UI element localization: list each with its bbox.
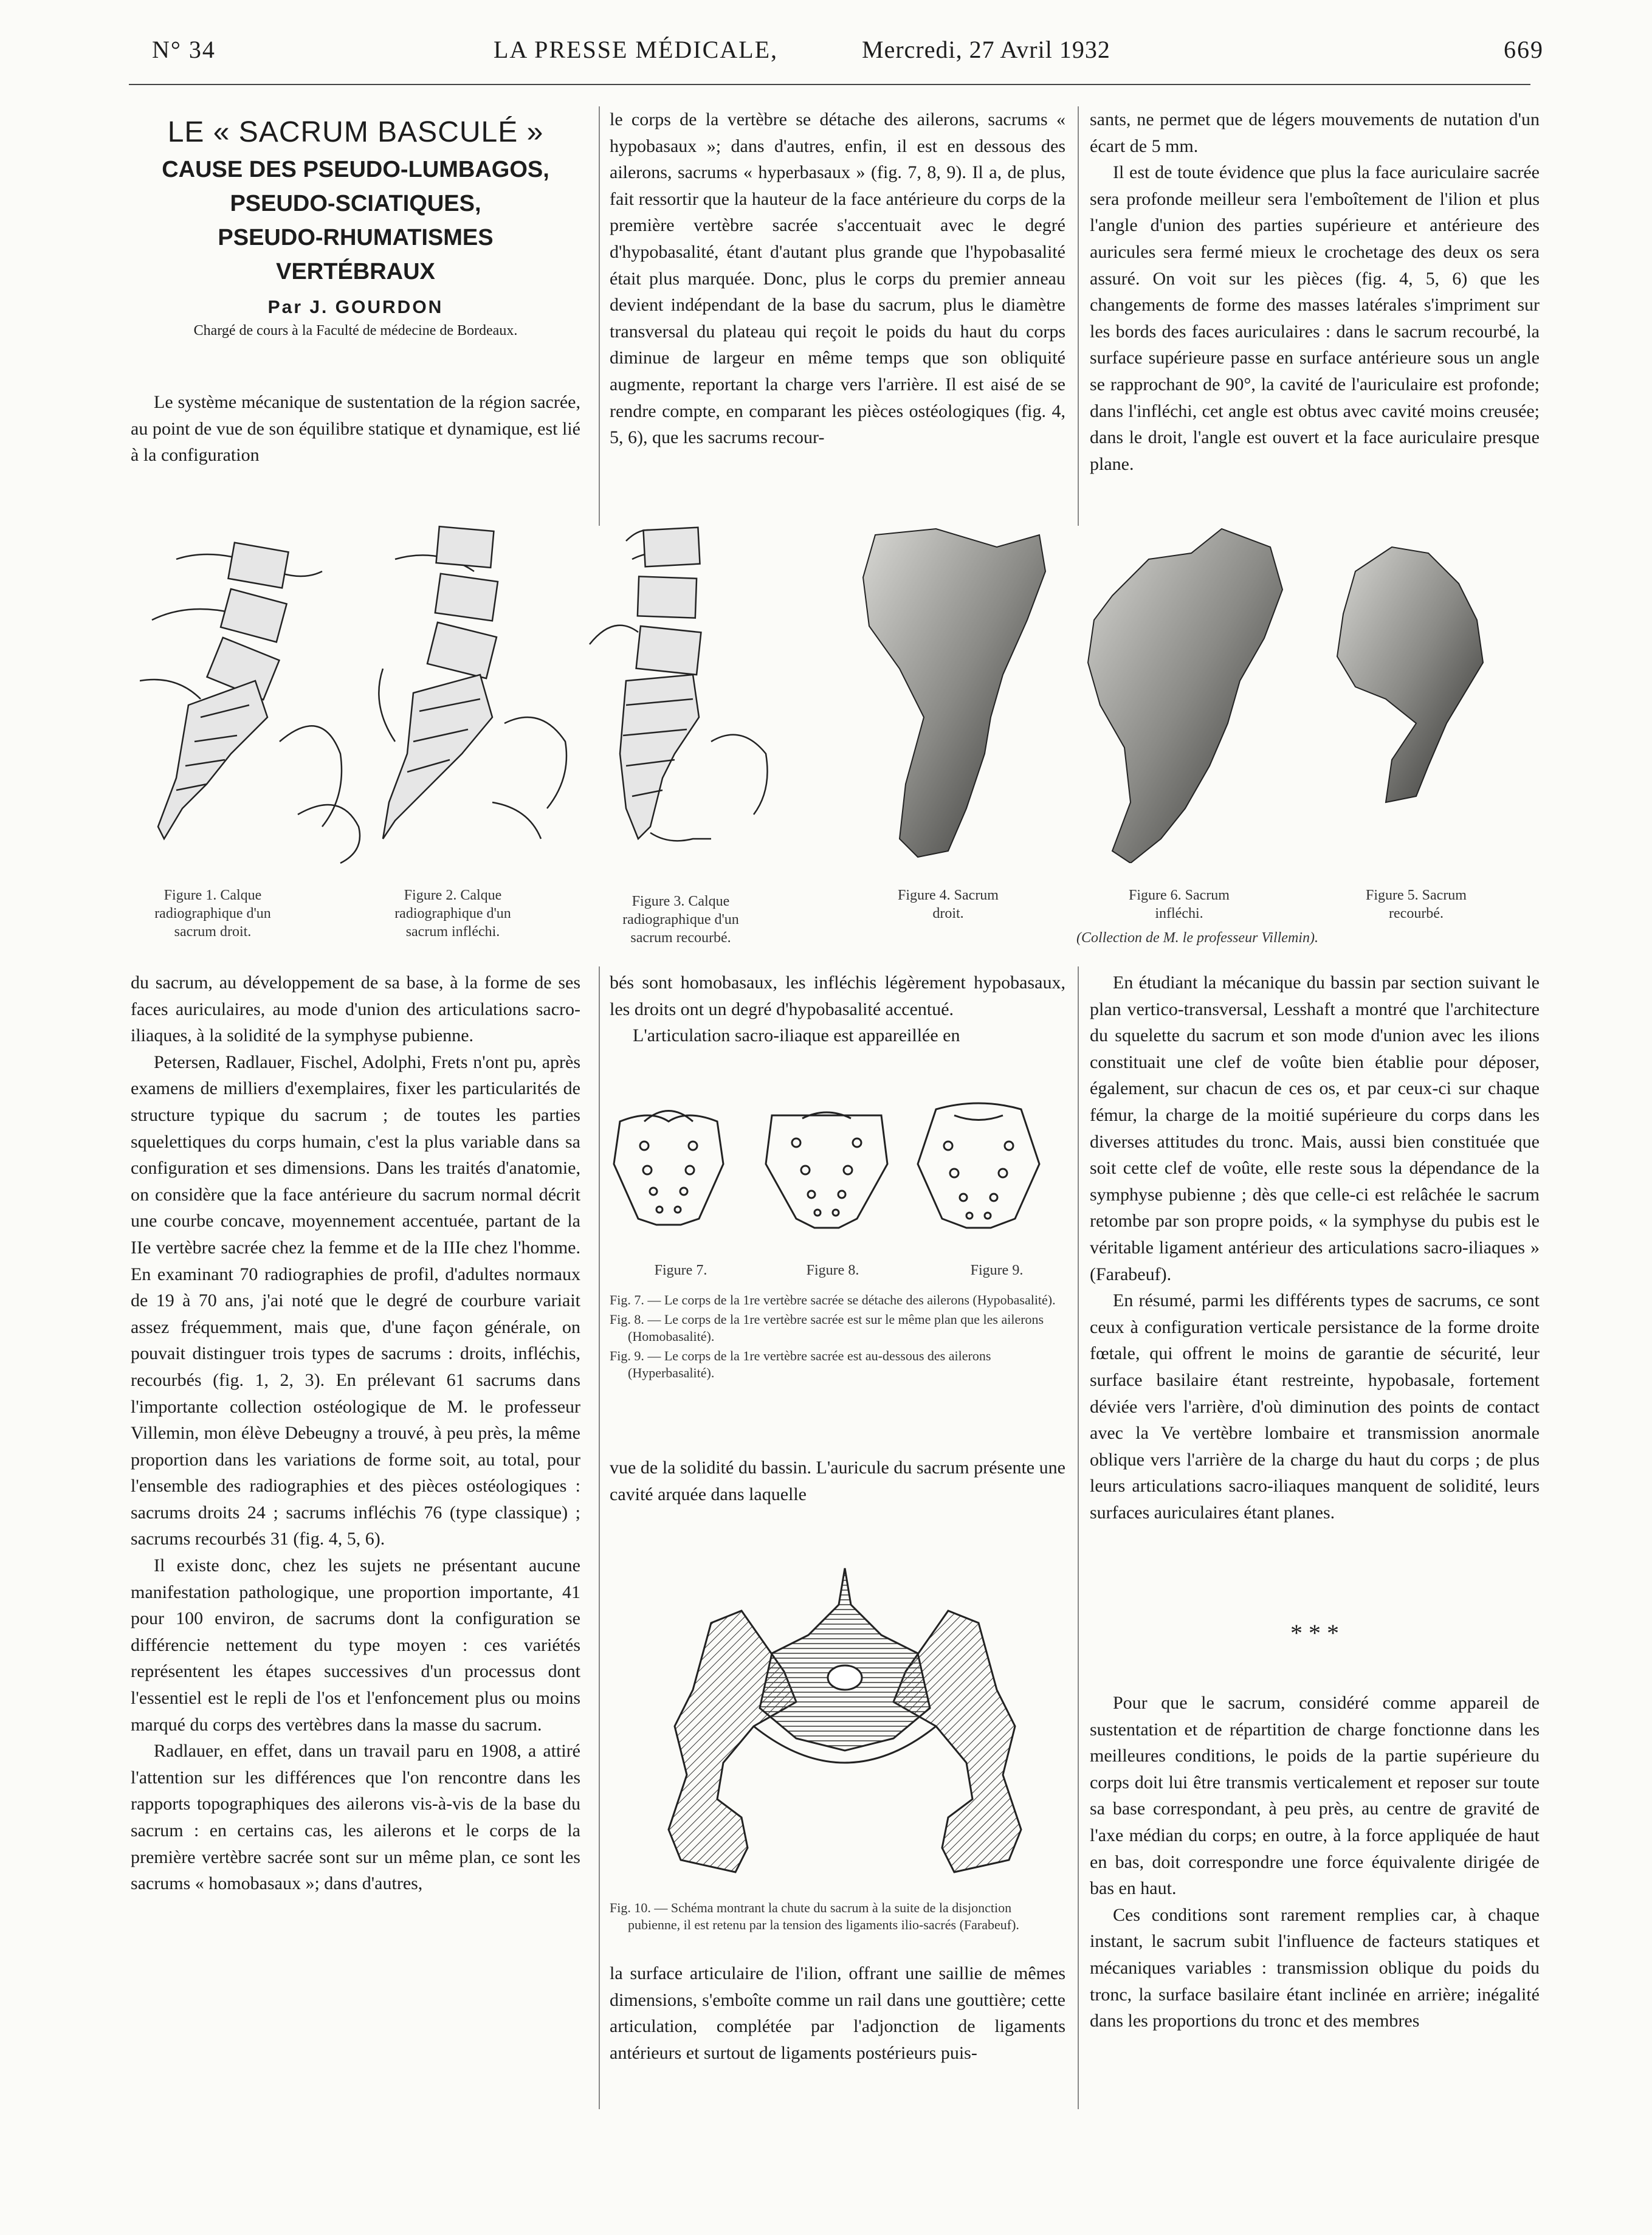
figure-7-outline [614, 1111, 723, 1225]
issue-date: Mercredi, 27 Avril 1932 [862, 36, 1110, 63]
column-divider [1078, 106, 1079, 526]
article-subtitle-4: VERTÉBRAUX [276, 259, 435, 284]
top-column-3 [1090, 106, 1540, 477]
figure-2-caption: Figure 2. Calque radiographique d'un sacrum infléchi. [394, 887, 511, 940]
figure-7-label: Figure 7. [654, 1262, 707, 1278]
paragraph: En étudiant la mécanique du bassin par section suivant le plan vertico-transversal, Lesshaft a montré que l'architecture du squelette du sacrum et son mode d'union avec les ilions constituait une clef de voûte bien établie pour déposer, également, sur chacun de ces os, et par ceux-ci sur chaque fémur, la charge de la moitié supérieure du corps dans les diverses attitudes du tronc. Mais, aussi bien constituée que soit cette clef de voûte, elle reste sous la dépendance de la symphyse pubienne ; dès que celle-ci est relâchée le sacrum retombe par son propre poids, « la symphyse du pubis est le véritable ligament antérieur des articulations sacro-iliaques » (Farabeuf). [1090, 973, 1540, 1284]
paragraph: la surface articulaire de l'ilion, offrant une saillie de mêmes dimensions, s'emboîte comme un rail dans une gouttière; cette articulation, complétée par l'adjonction de ligaments antérieurs et surtout de ligaments postérieurs puis- [610, 1963, 1065, 2063]
article-author: Par J. GOURDON [267, 297, 444, 317]
column-divider [599, 106, 600, 526]
figure-8-label: Figure 8. [806, 1262, 859, 1278]
column-divider [599, 966, 600, 2109]
figure-8-legend: Fig. 8. — Le corps de la 1re vertèbre sacrée est sur le même plan que les ailerons (Homobasalité). [610, 1312, 1044, 1344]
column-divider [1078, 966, 1079, 2109]
issue-number: N° 34 [152, 36, 216, 63]
paragraph: sants, ne permet que de légers mouvements de nutation d'un écart de 5 mm. [1090, 109, 1540, 156]
spine-tracings-figure [140, 523, 808, 869]
figure-7-legend: Fig. 7. — Le corps de la 1re vertèbre sacrée se détache des ailerons (Hypobasalité). [610, 1292, 1056, 1307]
author-affiliation: Chargé de cours à la Faculté de médecine de Bordeaux. [193, 323, 518, 339]
sacrum-photographs [845, 523, 1538, 863]
paragraph: bés sont homobasaux, les infléchis légèrement hypobasaux, les droits ont un degré d'hypobasalité accentué. [610, 973, 1065, 1019]
figures-7-9-legend [610, 1292, 1065, 1384]
figure-10-legend [610, 1899, 1065, 1936]
article-title-block [131, 115, 580, 339]
paragraph: Ces conditions sont rarement remplies car, à chaque instant, le sacrum subit l'influence de facteurs statiques et mécaniques variables : transmission oblique du poids du tronc, la surface basilaire étant inclinée en arrière; inégalité dans les proportions du tronc et des membres [1090, 1904, 1540, 2031]
paragraph: Le système mécanique de sustentation de la région sacrée, au point de vue de son équilibre statique et dynamique, est lié à la configuration [131, 392, 580, 466]
article-subtitle-1: CAUSE DES PSEUDO-LUMBAGOS, [162, 157, 549, 182]
paragraph: le corps de la vertèbre se détache des ailerons, sacrums « hypobasaux »; dans d'autres, enfin, il est en dessous des ailerons, sacrums « hyperbasaux » (fig. 7, 8, 9). Il a, de plus, fait ressortir que la hauteur de la face antérieure du corps de la première vertèbre sacrée s'accentuait avec le degré d'hypobasalité, étant d'autant plus grande que l'hypobasalité était plus marquée. Donc, plus le corps du premier anneau devient indépendant de la base du sacrum, plus le diamètre transversal du plateau qui reçoit le poids du haut du corps diminue de largeur en même temps que son obliquité augmente, reportant la charge vers l'arrière. Il est aisé de se rendre compte, en comparant les pièces ostéologiques (fig. 4, 5, 6), que les sacrums recour- [610, 109, 1065, 448]
figures-7-9-sacrum-outlines [602, 1097, 1070, 1237]
paragraph: Il existe donc, chez les sujets ne présentant aucune manifestation pathologique, une proportion importante, 41 pour 100 environ, de sacrums dont la configuration se différencie nettement du type moyen : ces variétés représentent les étapes successives d'un processus dont l'essentiel est le repli de l'os et l'enfoncement plus ou moins marqué du corps des vertèbres dans la masse du sacrum. [131, 1555, 580, 1735]
figure-1-tracing [140, 543, 360, 863]
bottom-column-1 [131, 969, 580, 1897]
paragraph: vue de la solidité du bassin. L'auricule du sacrum présente une cavité arquée dans laquelle [610, 1458, 1065, 1504]
bottom-column-3-continued [1090, 1690, 1540, 2034]
bottom-column-3 [1090, 969, 1540, 1526]
masthead [152, 35, 1544, 72]
top-column-1 [131, 389, 580, 469]
top-column-2 [610, 106, 1065, 451]
figure-1-caption: Figure 1. Calque radiographique d'un sacrum droit. [154, 887, 271, 940]
paragraph: L'articulation sacro-iliaque est appareillée en [633, 1025, 960, 1046]
figure-9-label: Figure 9. [970, 1262, 1024, 1278]
figure-10-legend-text: Fig. 10. — Schéma montrant la chute du sacrum à la suite de la disjonction pubienne, il est retenu par la tension des ligaments ilio-sacrés (Farabeuf). [610, 1900, 1019, 1932]
article-title: LE « SACRUM BASCULÉ » [167, 116, 544, 148]
collection-credit: (Collection de M. le professeur Villemin). [1076, 930, 1318, 946]
article-subtitle-3: PSEUDO-RHUMATISMES [218, 225, 494, 250]
figure-2-tracing [379, 526, 566, 839]
paragraph: En résumé, parmi les différents types de sacrums, ce sont ceux à configuration verticale persistance de la forme droite fœtale, qui offrent le moins de garantie de sécurité, leur surface basilaire étant restreinte, hypobasale, fortement déviée vers l'arrière, d'où diminution des points de contact avec la Ve vertèbre lombaire et transmission anormale oblique vers l'arrière de la charge du haut du corps ; de plus leurs articulations sacro-iliaques manquent de solidité, leurs surfaces auriculaires étant planes. [1090, 1290, 1540, 1523]
figure-4-caption: Figure 4. Sacrum droit. [898, 887, 999, 921]
paragraph: Pour que le sacrum, considéré comme appareil de sustentation et de répartition de charge fonctionne dans les meilleures conditions, le poids de la partie supérieure du corps doit lui être transmis verticalement et reposer sur toute sa base correspondant, à peu près, au centre de gravité de l'axe médian du corps; en outre, à la force appliquée de haut en bas, doit correspondre une force équivalente dirigée de bas en haut. [1090, 1693, 1540, 1899]
paragraph: du sacrum, au développement de sa base, à la forme de ses faces auriculaires, au mode d'union des articulations sacro-iliaques, à la solidité de la symphyse pubienne. [131, 973, 580, 1046]
figure-9-legend: Fig. 9. — Le corps de la 1re vertèbre sacrée est au-dessous des ailerons (Hyperbasalité). [610, 1348, 991, 1380]
bottom-column-2 [610, 969, 1065, 1049]
bottom-column-2-continued [610, 1455, 1065, 1507]
section-break-stars: * * * [1290, 1619, 1339, 1647]
figure-9-outline [918, 1103, 1039, 1228]
paragraph: Radlauer, en effet, dans un travail paru en 1908, a attiré l'attention sur les différences que l'on rencontre dans les rapports topographiques des ailerons vis-à-vis de la base du sacrum : en certains cas, les ailerons et le corps de la première vertèbre sacrée sont sur un même plan, ce sont les sacrums « homobasaux »; dans d'autres, [131, 1741, 580, 1894]
figure-6-caption: Figure 6. Sacrum infléchi. [1129, 887, 1230, 921]
article-subtitle-2: PSEUDO-SCIATIQUES, [230, 191, 481, 216]
paragraph: Petersen, Radlauer, Fischel, Adolphi, Frets n'ont pu, après examens de milliers d'exemplaires, fixer les particularités de structure typique du sacrum ; de toutes les parties squelettiques du corps humain, c'est la plus variable dans sa configuration et ses dimensions. Dans les traités d'anatomie, on considère que la face antérieure du sacrum normal décrit une courbe concave, moyennement accentuée, partant de la IIe vertèbre sacrée chez la femme et de la IIIe chez l'homme. En examinant 70 radiographies de profil, d'adultes normaux de 19 à 70 ans, j'ai noté que le degré de courbure variait assez fréquemment, mais que, d'une façon générale, on pouvait distinguer trois types de sacrums : droits, infléchis, recourbés (fig. 1, 2, 3). En prélevant 61 sacrums dans l'importante collection ostéologique de M. le professeur Villemin, mon élève Debeugny a trouvé, à peu près, la même proportion dans les variations de forme soit, au total, pour l'ensemble des radiographies et des pièces ostéologiques : sacrums droits 24 ; sacrums infléchis 76 (type classique) ; sacrums recourbés 31 (fig. 4, 5, 6). [131, 1052, 580, 1549]
header-rule [129, 84, 1530, 85]
figure-10-pelvis-diagram [663, 1544, 1027, 1884]
figure-6-sacrum-photo [1088, 529, 1282, 863]
figure-3-caption: Figure 3. Calque radiographique d'un sacrum recourbé. [622, 894, 739, 946]
figure-5-caption: Figure 5. Sacrum recourbé. [1366, 887, 1467, 921]
bottom-column-2-end [610, 1960, 1065, 2066]
paper-name: LA PRESSE MÉDICALE, [494, 36, 779, 63]
figure-8-outline [766, 1112, 887, 1228]
figure-5-sacrum-photo [1337, 547, 1483, 802]
page-number: 669 [1504, 36, 1544, 63]
paragraph: Il est de toute évidence que plus la face auriculaire sacrée sera profonde meilleur sera l'emboîtement de l'ilion et plus l'angle d'union des parties supérieure et antérieure des auricules sera fermé mieux le crochetage des deux os sera assuré. On voit sur les pièces (fig. 4, 5, 6) que les changements de forme des masses latérales s'impriment sur les bords des faces auriculaires : dans le sacrum recourbé, la surface supérieure passe en surface antérieure sous un angle se rapprochant de 90°, la cavité de l'auriculaire est profonde; dans l'infléchi, cet angle est obtus avec cavité moins creusée; dans le droit, l'angle est ouvert et la face auriculaire presque plane. [1090, 162, 1540, 474]
figure-3-tracing [590, 528, 768, 841]
figure-4-sacrum-photo [863, 529, 1045, 857]
